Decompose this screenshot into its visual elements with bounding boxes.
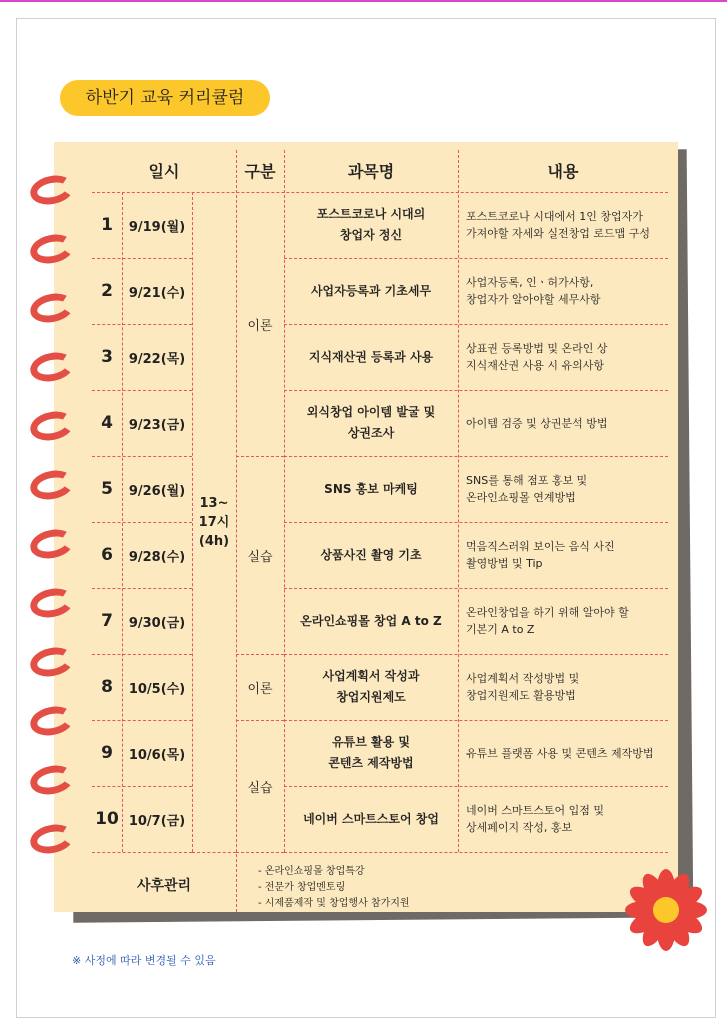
subject-line: 외식창업 아이템 발굴 및 <box>306 405 436 419</box>
grid-hline <box>236 852 284 853</box>
subject-line: 지식재산권 등록과 사용 <box>308 349 434 364</box>
row-subject <box>284 786 458 852</box>
row-content <box>466 720 666 786</box>
row-subject <box>284 720 458 786</box>
row-date: 9/28(수) <box>128 549 186 565</box>
grid-hline <box>284 852 668 853</box>
after-care-item: - 시제품제작 및 창업행사 참가지원 <box>258 898 410 909</box>
content-line: 창업지원제도 활용방법 <box>466 689 576 702</box>
row-number: 6 <box>101 545 113 565</box>
subject-line: 상품사진 촬영 기초 <box>320 547 422 562</box>
subject-line: 상권조사 <box>347 426 395 440</box>
row-subject <box>284 324 458 390</box>
grid-hline <box>92 852 192 853</box>
subject-line: 콘텐츠 제작방법 <box>328 756 414 770</box>
row-number: 7 <box>101 611 113 631</box>
content-line: 유튜브 플랫폼 사용 및 콘텐츠 제작방법 <box>466 746 654 760</box>
content-line: 가져야할 자세와 실전창업 로드맵 구성 <box>466 227 651 240</box>
subject-line: 유튜브 활용 및 <box>332 735 410 749</box>
content-line: 기본기 A to Z <box>466 623 535 636</box>
subject-line: 포스트코로나 시대의 <box>316 207 426 221</box>
row-date: 9/19(월) <box>128 219 186 235</box>
after-care-label: 사후관리 <box>136 878 192 894</box>
time-line-1: 13~ <box>199 495 229 511</box>
grid-hline <box>192 852 236 853</box>
content-line: 네이버 스마트스토어 입점 및 <box>466 804 605 817</box>
row-subject <box>284 522 458 588</box>
page-title: 하반기 교육 커리큘럼 <box>60 80 270 116</box>
subject-line: 창업자 정신 <box>339 228 403 242</box>
header-datetime: 일시 <box>148 161 180 181</box>
content-line: 온라인쇼핑몰 연계방법 <box>466 491 576 504</box>
subject-line: 온라인쇼핑몰 창업 A to Z <box>300 613 442 628</box>
row-content <box>466 786 666 852</box>
row-content <box>466 390 666 456</box>
after-care-items <box>258 864 410 912</box>
time-line-2: 17시 <box>198 514 230 530</box>
after-care-item: - 온라인쇼핑몰 창업특강 <box>258 866 365 877</box>
content-line: 먹음직스러워 보이는 음식 사진 <box>466 540 615 553</box>
category-theory-2: 이론 <box>247 681 273 697</box>
category-practice-1: 실습 <box>247 549 273 565</box>
row-number: 4 <box>101 413 113 433</box>
category-practice-2: 실습 <box>247 780 273 796</box>
row-number: 10 <box>95 809 119 829</box>
row-date: 10/6(목) <box>128 747 186 763</box>
content-line: 상세페이지 작성, 홍보 <box>466 821 573 834</box>
content-line: 아이템 검증 및 상권분석 방법 <box>466 416 608 430</box>
category-theory-1: 이론 <box>247 318 273 334</box>
row-number: 5 <box>101 479 113 499</box>
row-content <box>466 588 666 654</box>
row-date: 10/7(금) <box>128 813 186 829</box>
subject-line: 사업자등록과 기초세무 <box>310 283 432 298</box>
row-date: 9/30(금) <box>128 615 186 631</box>
top-border <box>0 0 727 2</box>
row-number: 8 <box>101 677 113 697</box>
row-subject <box>284 192 458 258</box>
after-care-item: - 전문가 창업멘토링 <box>258 882 346 893</box>
time-line-3: (4h) <box>198 533 230 549</box>
row-content <box>466 654 666 720</box>
row-subject <box>284 456 458 522</box>
row-content <box>466 456 666 522</box>
flower-center <box>653 897 679 923</box>
row-content <box>466 324 666 390</box>
content-line: 포스트코로나 시대에서 1인 창업자가 <box>466 210 643 223</box>
content-line: 창업자가 알아야할 세무사항 <box>466 293 601 306</box>
content-line: 촬영방법 및 Tip <box>466 557 543 570</box>
row-content <box>466 522 666 588</box>
row-date: 10/5(수) <box>128 681 186 697</box>
header-category: 구분 <box>244 161 276 181</box>
row-subject <box>284 588 458 654</box>
row-number: 9 <box>101 743 113 763</box>
content-line: 사업자등록, 인ㆍ허가사항, <box>466 276 594 289</box>
subject-line: 창업지원제도 <box>336 690 406 704</box>
content-line: 상표권 등록방법 및 온라인 상 <box>466 342 608 355</box>
header-content: 내용 <box>547 161 579 181</box>
row-content <box>466 192 666 258</box>
footnote: ※ 사정에 따라 변경될 수 있음 <box>72 954 216 967</box>
content-line: SNS를 통해 점포 홍보 및 <box>466 474 588 487</box>
content-line: 지식재산권 사용 시 유의사항 <box>466 359 605 372</box>
row-content <box>466 258 666 324</box>
row-subject <box>284 258 458 324</box>
row-number: 2 <box>101 281 113 301</box>
row-subject <box>284 654 458 720</box>
row-number: 1 <box>101 215 113 235</box>
content-line: 사업계획서 작성방법 및 <box>466 672 580 685</box>
row-date: 9/26(월) <box>128 483 186 499</box>
row-date: 9/21(수) <box>128 285 186 301</box>
header-subject: 과목명 <box>347 161 395 181</box>
content-line: 온라인창업을 하기 위해 알아야 할 <box>466 606 629 619</box>
subject-line: 사업계획서 작성과 <box>322 669 420 683</box>
row-date: 9/22(목) <box>128 351 186 367</box>
row-date: 9/23(금) <box>128 417 186 433</box>
row-subject <box>284 390 458 456</box>
subject-line: 네이버 스마트스토어 창업 <box>303 811 439 826</box>
time-cell <box>192 192 236 852</box>
subject-line: SNS 홍보 마케팅 <box>324 481 418 496</box>
row-number: 3 <box>101 347 113 367</box>
grid-vline <box>458 150 459 852</box>
flower-icon <box>624 868 708 952</box>
